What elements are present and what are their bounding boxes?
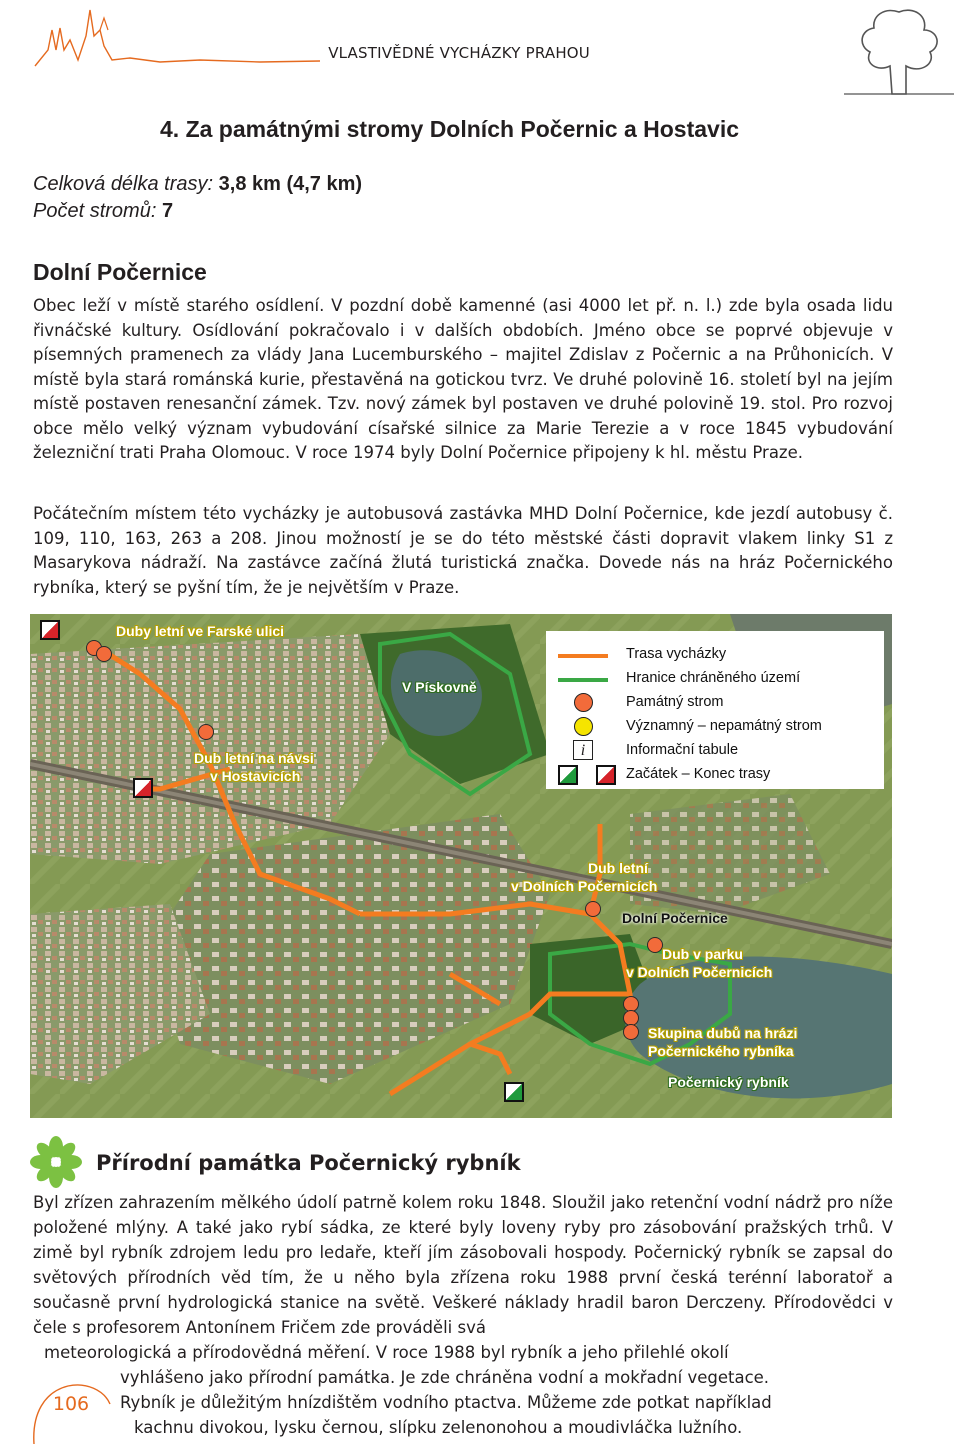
section-title: Dolní Počernice [33,259,207,285]
map-label-dub-naves-1: Dub letní na návsi [194,750,314,766]
map-label-skupina-2: Počernického rybníka [648,1043,794,1059]
page-number: 106 [52,1393,90,1415]
paragraph-pond-cont-3: Rybník je důležitým hnízdištěm vodního ptactva. Můžeme zde potkat například [120,1393,772,1412]
paragraph-pond-cont-1: meteorologická a přírodovědná měření. V roce 1988 byl rybník a jeho přilehlé okolí [44,1343,729,1362]
nature-reserve-title: Přírodní památka Počernický rybník [96,1151,521,1175]
prague-skyline-icon [0,0,330,70]
route-map [30,614,892,1118]
paragraph-pond-cont-2: vyhlášeno jako přírodní památka. Je zde chráněna vodní a mokřadní vegetace. [120,1368,770,1387]
start-marker-icon [504,1082,524,1102]
memorial-tree-marker [585,901,601,917]
map-label-dub-pocernice-2: v Dolních Počernicích [511,878,658,894]
tree-logo-icon [844,2,954,102]
memorial-tree-marker [647,937,663,953]
chapter-title: 4. Za památnými stromy Dolních Počernic a Hostavic [160,116,740,142]
paragraph-pond: Byl zřízen zahrazením mělkého údolí patrně kolem roku 1848. Sloužil jako retenční vodní nádrž pro níže položené mlýny. A také jako rybí sádka, ze které byly loveny ryby pro zásobování pražských trhů. V zimě byl rybník zdrojem ledu pro ledaře, kteří jím zásobovali hospody. Počernický rybník se zapsal do světových přírodních věd tím, že u něho byla zřízena roku 1988 první česká terénní laboratoř a současně první hydrologická stanice na světě. Veškeré náklady hradil baron Derczeny. Přírodovědci v čele s profesorem Antonínem Fričem zde prováděli svá [33,1193,893,1337]
route-line-icon [558,654,608,658]
map-label-dub-park-1: Dub v parku [662,946,743,962]
map-label-skupina-1: Skupina dubů na hrázi [648,1025,798,1041]
map-label-rybnik: Počernický rybník [668,1074,789,1090]
route-info [33,171,362,225]
paragraph-history: Obec leží v místě starého osídlení. V pozdní době kamenné (asi 4000 let př. n. l.) zde byla osada lidu řivnáčské kultury. Osídlování pokračovalo i v dalších obdobích. Jméno obce se poprvé objevuje v písemných pramenech za vlády Jana Lucemburského – majitel Zdislav z Počernic a na Průhonicích. V místě byla stará románská kurie, přestavěná na gotickou tvrz. Ve druhé polovině 16. století byl na jejím místě postaven renesanční zámek. Tzv. nový zámek byl postaven ve druhé polovině 19. stol. Pro rozvoj obce mělo velký význam vybudování císařské silnice za Marie Terezie a v roce 1845 vybudování železniční trati Praha Olomouc. V roce 1974 byly Dolní Počernice připojeny k hl. městu Praze. [33,296,893,462]
tree-count-label: Počet stromů: [33,200,157,222]
memorial-tree-marker [198,724,214,740]
map-label-dub-naves-2: v Hostavicích [210,768,301,784]
start-marker-icon [558,765,578,785]
memorial-tree-marker [96,646,112,662]
memorial-tree-marker [623,1024,639,1040]
paragraph-start: Počátečním místem této vycházky je autobusová zastávka MHD Dolní Počernice, kde jezdí autobusy č. 109, 110, 163, 263 a 208. Jinou možností je se do této městské části dopravit vlakem linky S1 z Masarykova nádraží. Na zastávce začíná žlutá turistická značka. Dovede nás na hráz Počernického rybníka, který se pyšní tím, že je největším v Praze. [33,504,893,597]
map-label-dub-park-2: v Dolních Počernicích [626,964,773,980]
map-legend: Trasa vycházky Hranice chráněného území Památný strom Významný – nepamátný strom i Informační tabule Začátek – Konec trasy [546,631,884,789]
end-marker-icon [40,620,60,640]
running-head: VLASTIVĚDNÉ VYCHÁZKY PRAHOU [328,44,590,62]
info-board-icon: i [573,740,593,760]
flower-icon [30,1136,82,1188]
end-marker-icon [596,765,616,785]
map-label-dolni-pocernice: Dolní Počernice [622,910,728,926]
map-label-piskovne: V Pískovně [402,679,477,695]
route-length-label: Celková délka trasy: [33,173,214,195]
memorial-tree-icon [574,693,593,712]
map-label-dub-pocernice-1: Dub letní [588,860,648,876]
boundary-line-icon [558,678,608,682]
route-length-value: 3,8 km (4,7 km) [218,173,363,195]
end-marker-icon [133,778,153,798]
paragraph-pond-cont-4: kachnu divokou, lysku černou, slípku zelenonohou a moudivláčka lužního. [134,1418,743,1437]
significant-tree-icon [574,717,593,736]
tree-count-value: 7 [161,200,174,222]
map-label-duby-farska: Duby letní ve Farské ulici [116,623,285,639]
